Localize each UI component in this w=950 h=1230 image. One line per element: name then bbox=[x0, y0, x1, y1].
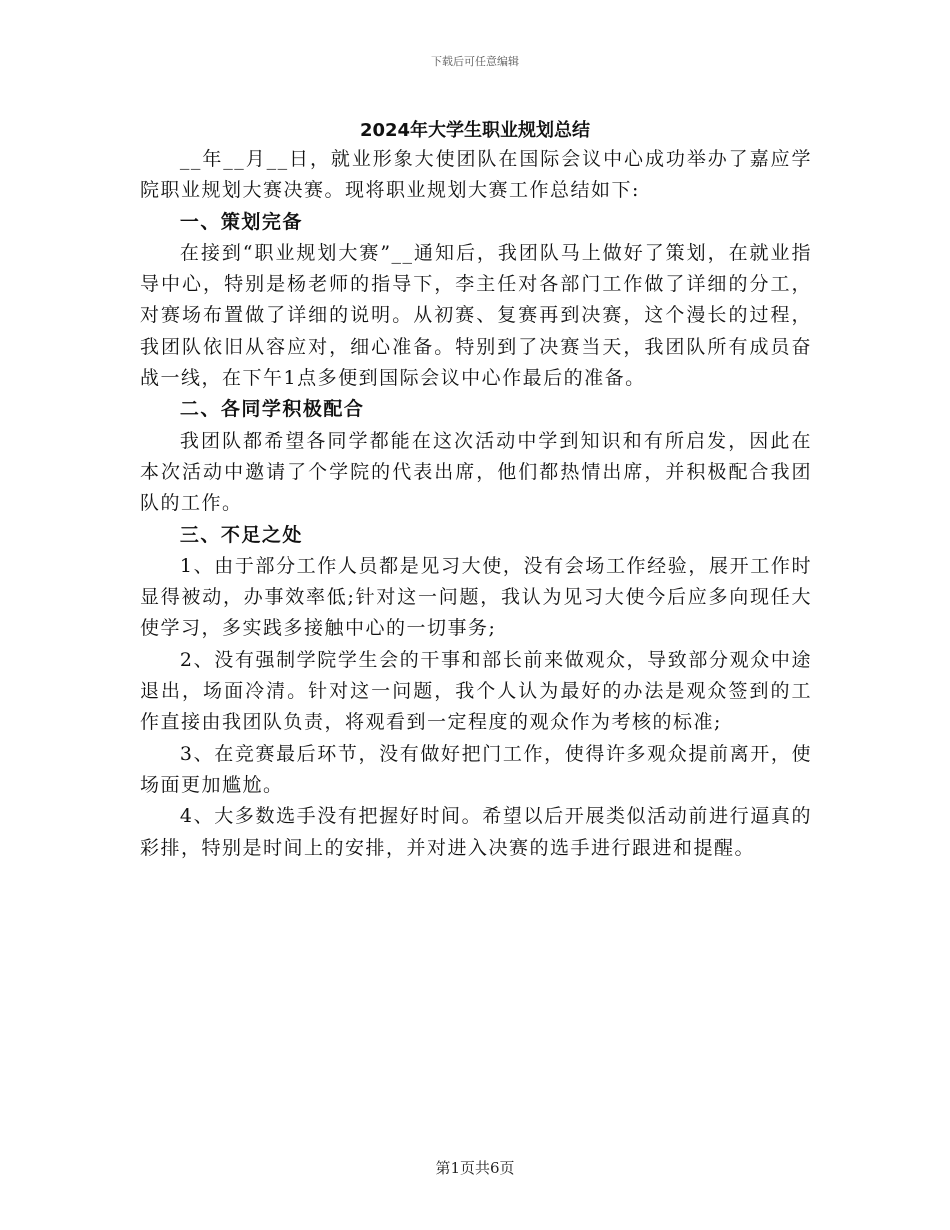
shortcoming-item-1: 1、由于部分工作人员都是见习大使，没有会场工作经验，展开工作时显得被动，办事效率低;针对这一问题，我认为见习大使今后应多向现任大使学习，多实践多接触中心的一切事务; bbox=[140, 554, 812, 640]
planning-paragraph: 在接到“职业规划大赛”__通知后，我团队马上做好了策划，在就业指导中心，特别是杨老师的指导下，李主任对各部门工作做了详细的分工，对赛场布置做了详细的说明。从初赛、复赛再到决赛，这个漫长的过程，我团队依旧从容应对，细心准备。特别到了决赛当天，我团队所有成员奋战一线，在下午1点多便到国际会议中心作最后的准备。 bbox=[140, 241, 812, 390]
cooperation-paragraph: 我团队都希望各同学都能在这次活动中学到知识和有所启发，因此在本次活动中邀请了个学院的代表出席，他们都热情出席，并积极配合我团队的工作。 bbox=[140, 429, 812, 515]
document-body bbox=[140, 144, 812, 864]
section-heading-cooperation: 二、各同学积极配合 bbox=[179, 398, 365, 421]
shortcoming-item-4: 4、大多数选手没有把握好时间。希望以后开展类似活动前进行逼真的彩排，特别是时间上的安排，并对进入决赛的选手进行跟进和提醒。 bbox=[140, 805, 812, 859]
intro-paragraph: __年__月__日，就业形象大使团队在国际会议中心成功举办了嘉应学院职业规划大赛决赛。现将职业规划大赛工作总结如下: bbox=[140, 148, 812, 202]
page-header: 下载后可任意编辑 bbox=[431, 55, 519, 68]
shortcoming-item-2: 2、没有强制学院学生会的干事和部长前来做观众，导致部分观众中途退出，场面冷清。针对这一问题，我个人认为最好的办法是观众签到的工作直接由我团队负责，将观看到一定程度的观众作为考核的标准; bbox=[140, 648, 812, 734]
section-heading-shortcomings: 三、不足之处 bbox=[179, 523, 303, 546]
page-footer: 第1页共6页 bbox=[435, 1159, 515, 1177]
section-heading-planning: 一、策划完备 bbox=[179, 210, 303, 233]
shortcoming-item-3: 3、在竞赛最后环节，没有做好把门工作，使得许多观众提前离开，使场面更加尴尬。 bbox=[140, 742, 812, 796]
document-title: 2024年大学生职业规划总结 bbox=[359, 120, 591, 141]
